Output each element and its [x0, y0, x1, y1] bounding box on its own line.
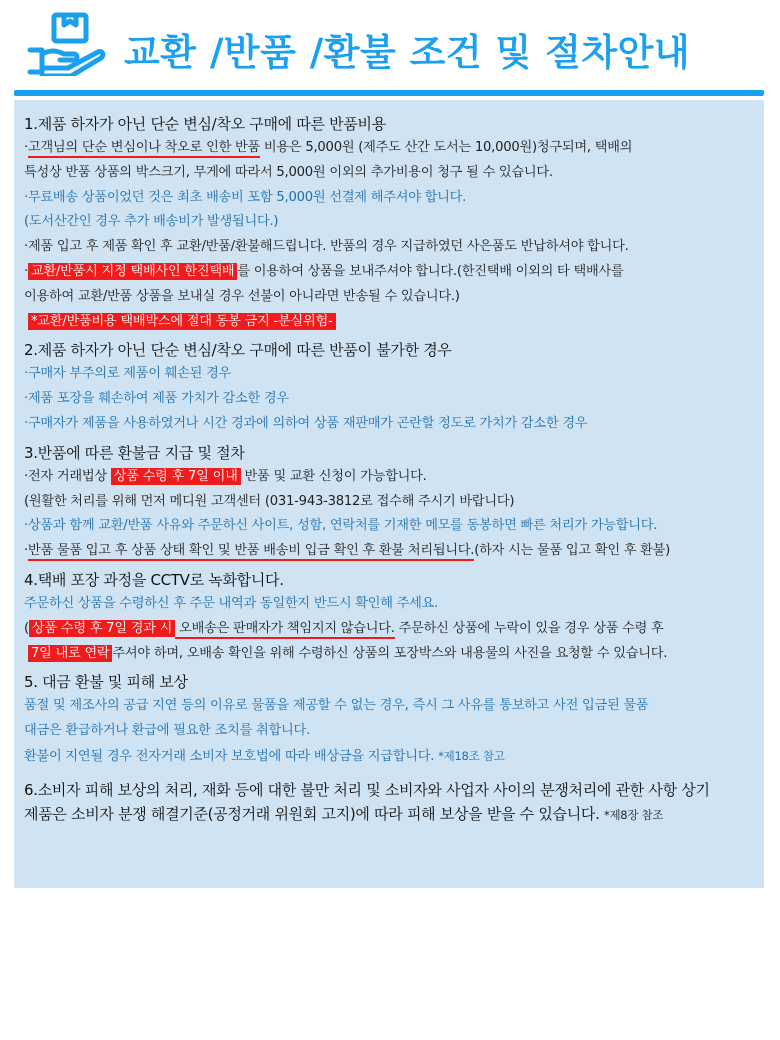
- section-compensation: [24, 670, 764, 769]
- highlight-deadline: 상품 수령 후 7일 경과 시: [29, 620, 175, 637]
- hand-holding-box-icon: [24, 10, 110, 76]
- text-line: 제품은 소비자 분쟁 해결기준(공정거래 위원회 고지)에 따라 피해 보상을 받을 수 있습니다. *제8장 참조: [24, 804, 664, 823]
- text-line: ·무료배송 상품이었던 것은 최초 배송비 포함 5,000원 선결제 해주셔야 합니다.: [24, 189, 467, 205]
- underlined-text: 고객님의 단순 변심이나 착오로 인한 반품: [28, 140, 260, 158]
- text-line: ·상품과 함께 교환/반품 사유와 주문하신 사이트, 성함, 연락처를 기재한 메모를 동봉하면 빠른 처리가 가능합니다.: [24, 518, 658, 534]
- text-line: ·구매자가 제품을 사용하였거나 시간 경과에 의하여 상품 재판매가 곤란할 정도로 가치가 감소한 경우: [24, 415, 588, 431]
- footnote: *제8장 참조: [604, 807, 664, 822]
- section-heading: 5. 대금 환불 및 피해 보상: [24, 673, 188, 692]
- text-line: ·제품 입고 후 제품 확인 후 교환/반품/환불해드립니다. 반품의 경우 지급하였던 사은품도 반납하셔야 합니다.: [24, 239, 629, 255]
- policy-content: [24, 112, 764, 827]
- text-line: [24, 310, 764, 335]
- highlight-period: 상품 수령 후 7일 이내: [111, 468, 241, 485]
- text-line: ·전자 거래법상 상품 수령 후 7일 이내 반품 및 교환 신청이 가능합니다.: [24, 468, 427, 484]
- highlight-contact: 7일 내로 연락: [28, 645, 112, 662]
- section-heading: 2.제품 하자가 아닌 단순 변심/착오 구매에 따른 반품이 불가한 경우: [24, 341, 452, 360]
- section-refund-procedure: [24, 441, 764, 564]
- text-line: · 교환/반품시 지정 택배사인 한진택배 를 이용하여 상품을 보내주셔야 합니다.(한진택배 이외의 타 택배사를: [24, 263, 624, 279]
- section-heading: 4.택배 포장 과정을 CCTV로 녹화합니다.: [24, 570, 284, 589]
- text-line: (원활한 처리를 위해 먼저 메디원 고객센터 (031-943-3812로 접수해 주시기 바랍니다): [24, 493, 515, 509]
- section-no-return: [24, 338, 764, 436]
- section-heading: 6.소비자 피해 보상의 처리, 재화 등에 대한 불만 처리 및 소비자와 사업자 사이의 분쟁처리에 관한 사항 상기: [24, 780, 710, 799]
- text-line: ·제품 포장을 훼손하여 제품 가치가 감소한 경우: [24, 391, 289, 407]
- text-line: 7일 내로 연락 주셔야 하며, 오배송 확인을 위해 수령하신 상품의 포장박스와 내용물의 사진을 요청할 수 있습니다.: [24, 642, 764, 667]
- text-line: ·반품 물품 입고 후 상품 상태 확인 및 반품 배송비 입금 확인 후 환불 처리됩니다.(하자 시는 물품 입고 확인 후 환불): [24, 539, 764, 564]
- section-heading: 1.제품 하자가 아닌 단순 변심/착오 구매에 따른 반품비용: [24, 115, 386, 133]
- header: [0, 0, 780, 92]
- highlight-courier: 교환/반품시 지정 택배사인 한진택배: [28, 263, 237, 280]
- section-heading: 3.반품에 따른 환불금 지급 및 절차: [24, 443, 245, 462]
- text-line: 주문하신 상품을 수령하신 후 주문 내역과 동일한지 반드시 확인해 주세요.: [24, 595, 439, 611]
- section-dispute: [24, 778, 764, 827]
- title-underline: [14, 90, 764, 96]
- text-line: 이용하여 교환/반품 상품을 보내실 경우 선불이 아니라면 반송될 수 있습니다.): [24, 288, 460, 304]
- underlined-text: 반품 물품 입고 후 상품 상태 확인 및 반품 배송비 입금 확인 후 환불 처리됩니다.: [28, 543, 474, 561]
- text-line: ·구매자 부주의로 제품이 훼손된 경우: [24, 366, 232, 382]
- section-cctv: [24, 568, 764, 666]
- text-line: 특성상 반품 상품의 박스크기, 무게에 따라서 5,000원 이외의 추가비용이 청구 될 수 있습니다.: [24, 164, 553, 180]
- text-line: 환불이 지연될 경우 전자거래 소비자 보호법에 따라 배상금을 지급합니다. *제18조 참고: [24, 748, 505, 764]
- highlight-warning: *교환/반품비용 택배박스에 절대 동봉 금지 -분실위험-: [28, 313, 336, 330]
- text-line: ·고객님의 단순 변심이나 착오로 인한 반품 비용은 5,000원 (제주도 산간 도서는 10,000원)청구되며, 택배의: [24, 136, 764, 161]
- text-line: 대금은 환급하거나 환급에 필요한 조치를 취합니다.: [24, 723, 310, 739]
- section-return-cost: [24, 112, 764, 334]
- text-line: 품절 및 제조사의 공급 지연 등의 이유로 물품을 제공할 수 없는 경우, 즉시 그 사유를 통보하고 사전 입금된 물품: [24, 698, 649, 714]
- page-title: 교환 /반품 /환불 조건 및 절차안내: [124, 31, 691, 74]
- footnote: *제18조 참고: [438, 748, 505, 763]
- underlined-text: 오배송은 판매자가 책임지지 않습니다.: [175, 621, 395, 639]
- text-line: (도서산간인 경우 추가 배송비가 발생됩니다.): [24, 214, 279, 230]
- text-line: ( 상품 수령 후 7일 경과 시 오배송은 판매자가 책임지지 않습니다. 주문하신 상품에 누락이 있을 경우 상품 수령 후: [24, 617, 764, 642]
